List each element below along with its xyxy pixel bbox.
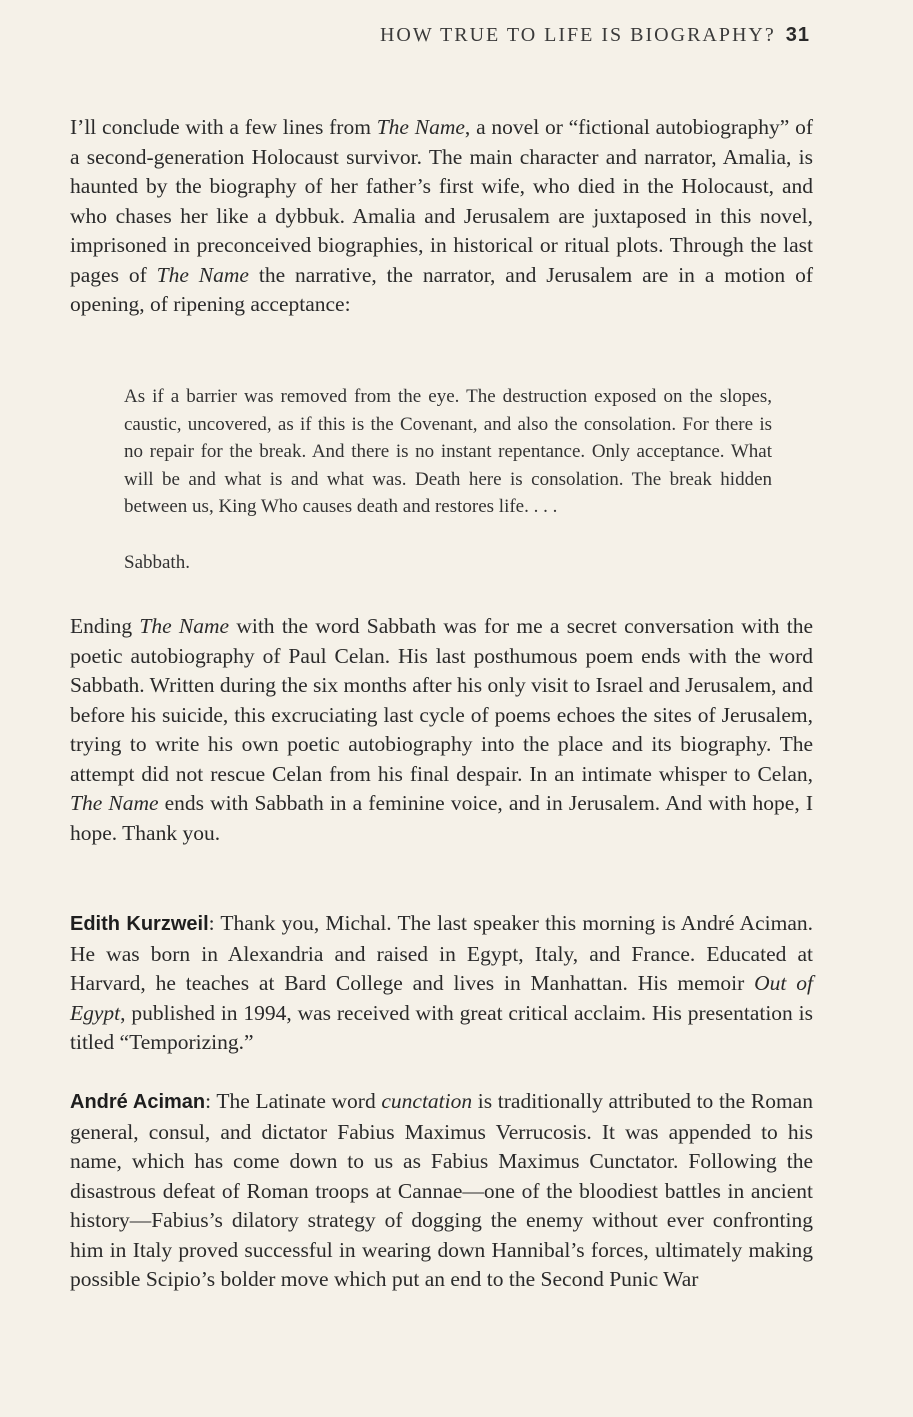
text-run: : The Latinate word — [205, 1089, 382, 1113]
block-quotation: As if a barrier was removed from the eye. The destruction exposed on the slopes, caustic, uncovered, as if this is the Covenant, and also the consolation. For there is no repair for the break. And there is no instant repentance. Only acceptance. What will be and what is and what was. Death here is consolation. The break hidden between us, King Who causes death and restores life. . . . — [124, 386, 772, 518]
paragraph-sabbath — [70, 612, 813, 848]
running-title: HOW TRUE TO LIFE IS BIOGRAPHY? — [379, 24, 776, 46]
text-run: the narrative, the narrator, and Jerusalem are in a motion of opening, of ripening acceptance: — [70, 262, 813, 316]
book-title: The Name — [139, 614, 230, 638]
paragraph-introduction — [70, 909, 813, 1058]
text-run: , published in 1994, was received with great critical acclaim. His presentation is titled “Temporizing.” — [70, 1000, 813, 1054]
paragraph-aciman — [70, 1087, 813, 1295]
text-run: is traditionally attributed to the Roman general, consul, and dictator Fabius Maximus Verrucosis. It was appended to his name, which has come down to us as Fabius Maximus Cunctator. Following the disastrous defeat of Roman troops at Cannae—one of the bloodiest battles in ancient history—Fabius’s dilatory strategy of dogging the enemy without ever confronting him in Italy proved successful in wearing down Hannibal’s forces, ultimately making possible Scipio’s bolder move which put an end to the Second Punic War — [70, 1089, 813, 1291]
text-run: Ending — [70, 614, 140, 638]
text-run: , a novel or “fictional autobiography” of a second-generation Holocaust survivor. The main character and narrator, Amalia, is haunted by the biography of her father’s first wife, who died in the Holocaust, and who chases her like a dybbuk. Amalia and Jerusalem are juxtaposed in this novel, imprisoned in preconceived biographies, in historical or ritual plots. Through the last pages of — [70, 115, 814, 287]
book-title: The Name — [156, 262, 249, 287]
book-title: Out of Egypt — [70, 971, 813, 1025]
text-run: I’ll conclude with a few lines from — [70, 115, 377, 139]
text-run: ends with Sabbath in a feminine voice, and in Jerusalem. And with hope, I hope. Thank you. — [70, 791, 813, 845]
book-title: The Name — [376, 115, 465, 139]
block-quotation-last-line: Sabbath. — [124, 552, 190, 573]
running-header — [380, 24, 810, 47]
italic-term: cunctation — [381, 1089, 473, 1113]
text-run: : Thank you, Michal. The last speaker this morning is André Aciman. He was born in Alexandria and raised in Egypt, Italy, and France. Educated at Harvard, he teaches at Bard College and lives in Manhattan. His memoir — [70, 911, 813, 995]
text-run: with the word Sabbath was for me a secret conversation with the poetic autobiography of Paul Celan. His last posthumous poem ends with the word Sabbath. Written during the six months after his only visit to Israel and Jerusalem, and before his suicide, this excruciating last cycle of poems echoes the sites of Jerusalem, trying to write his own poetic autobiography into the place and its biography. The attempt did not rescue Celan from his final despair. In an intimate whisper to Celan, — [70, 614, 813, 786]
speaker-name: André Aciman — [70, 1091, 206, 1113]
speaker-name: Edith Kurzweil — [70, 913, 209, 935]
book-title: The Name — [70, 791, 159, 815]
paragraph-conclusion — [70, 113, 813, 320]
page-number: 31 — [785, 24, 810, 46]
